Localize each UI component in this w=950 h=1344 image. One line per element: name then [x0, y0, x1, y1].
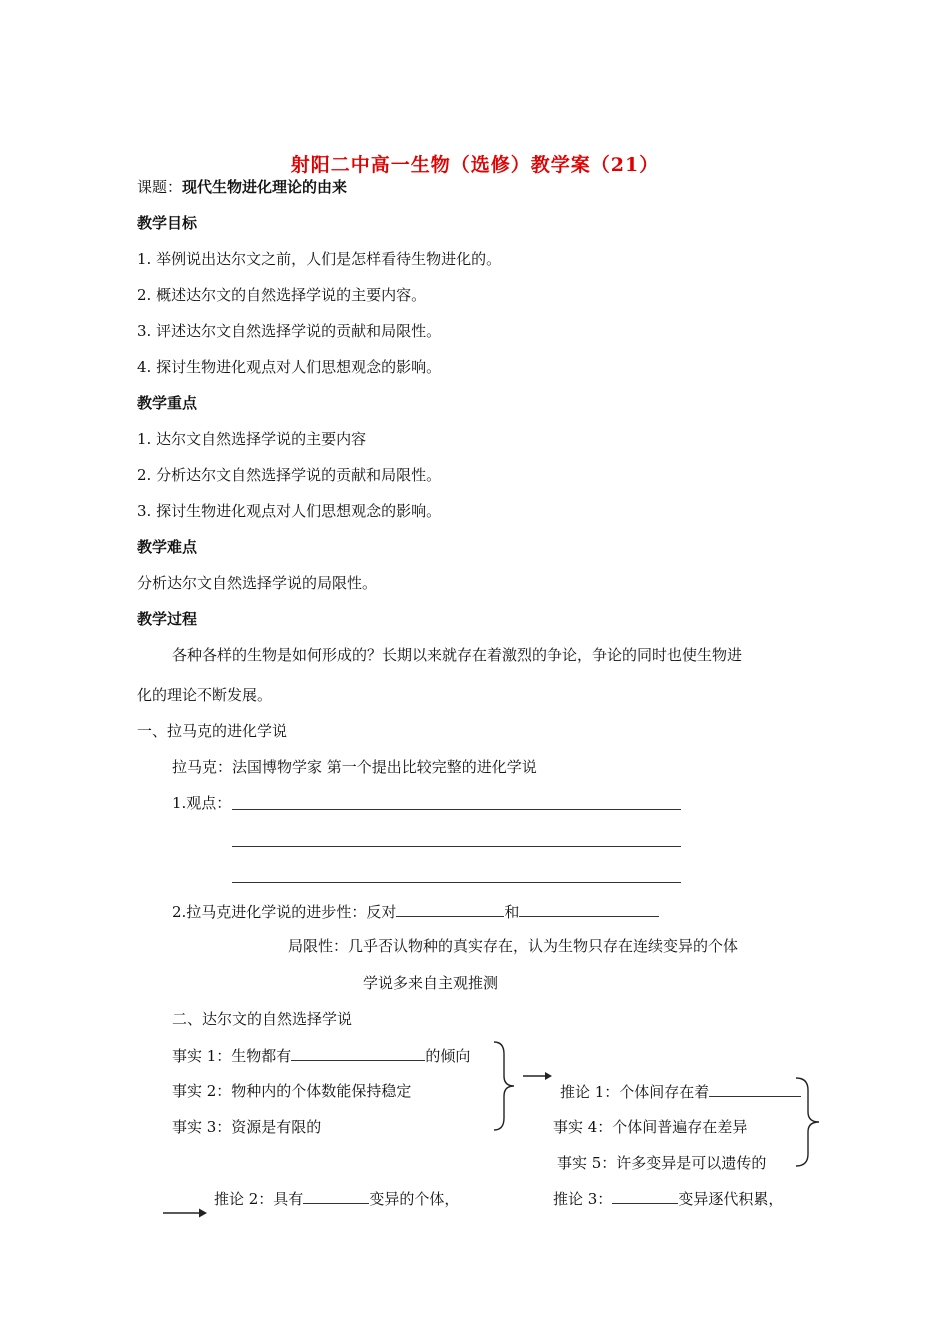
lesson-label: 课题：: [137, 178, 183, 196]
lamarck-progress-label: 2.拉马克进化学说的进步性：反对: [172, 903, 397, 921]
process-heading: 教学过程: [137, 610, 198, 628]
arrow-right-icon: [523, 1070, 553, 1082]
lamarck-desc: 拉马克：法国博物学家 第一个提出比较完整的进化学说: [172, 758, 537, 776]
difficulty-text: 分析达尔文自然选择学说的局限性。: [137, 574, 378, 592]
lamarck-limit-line1: 局限性：几乎否认物种的真实存在，认为生物只存在连续变异的个体: [288, 937, 739, 955]
answer-blank-line: [232, 809, 681, 810]
lamarck-view-label: 1.观点：: [172, 794, 232, 812]
fact-4: 事实 4：个体间普遍存在差异: [553, 1118, 748, 1136]
answer-blank: [519, 902, 659, 917]
arrow-right-icon: [163, 1206, 209, 1220]
difficulty-heading: 教学难点: [137, 538, 198, 556]
key-points-heading: 教学重点: [137, 394, 198, 412]
objective-item: 3. 评述达尔文自然选择学说的贡献和局限性。: [137, 322, 442, 340]
right-brace-icon: [792, 1076, 824, 1168]
objective-item: 2. 概述达尔文的自然选择学说的主要内容。: [137, 286, 427, 304]
key-point-item: 1. 达尔文自然选择学说的主要内容: [137, 430, 367, 448]
inference-3-suffix: 变异逐代积累，: [678, 1190, 784, 1208]
answer-blank-line: [232, 882, 681, 883]
inference-2-text: 推论 2：具有: [214, 1190, 304, 1208]
fact-2: 事实 2：物种内的个体数能保持稳定: [172, 1082, 412, 1100]
right-brace-icon: [490, 1040, 520, 1132]
lamarck-heading: 一、拉马克的进化学说: [137, 722, 288, 740]
inference-3-text: 推论 3：: [553, 1190, 613, 1208]
answer-blank: [303, 1189, 369, 1204]
answer-blank: [291, 1046, 425, 1061]
answer-blank: [612, 1189, 678, 1204]
key-point-item: 2. 分析达尔文自然选择学说的贡献和局限性。: [137, 466, 442, 484]
inference-2-suffix: 变异的个体，: [369, 1190, 460, 1208]
inference-1-text: 推论 1：个体间存在着: [560, 1083, 710, 1101]
inference-2: [214, 1189, 459, 1208]
inference-3: [553, 1189, 783, 1208]
lamarck-progress-line: [172, 902, 659, 921]
lesson-line: [137, 178, 347, 196]
conjunction-text: 和: [504, 903, 520, 921]
process-intro-line1: 各种各样的生物是如何形成的？长期以来就存在着激烈的争论，争论的同时也使生物进: [172, 646, 743, 664]
fact-5: 事实 5：许多变异是可以遗传的: [557, 1154, 767, 1172]
answer-blank-line: [232, 846, 681, 847]
page-title: 射阳二中高一生物（选修）教学案（21）: [290, 154, 660, 176]
fact-1-text: 事实 1：生物都有: [172, 1047, 292, 1065]
fact-1-suffix: 的倾向: [425, 1047, 471, 1065]
key-point-item: 3. 探讨生物进化观点对人们思想观念的影响。: [137, 502, 442, 520]
process-intro-line2: 化的理论不断发展。: [137, 686, 273, 704]
fact-3: 事实 3：资源是有限的: [172, 1118, 322, 1136]
answer-blank: [709, 1082, 801, 1097]
lamarck-limit-line2: 学说多来自主观推测: [363, 974, 499, 992]
darwin-heading: 二、达尔文的自然选择学说: [172, 1010, 353, 1028]
objective-item: 1. 举例说出达尔文之前，人们是怎样看待生物进化的。: [137, 250, 502, 268]
objectives-heading: 教学目标: [137, 214, 198, 232]
objective-item: 4. 探讨生物进化观点对人们思想观念的影响。: [137, 358, 442, 376]
fact-1: [172, 1046, 470, 1065]
lesson-topic: 现代生物进化理论的由来: [182, 178, 348, 196]
inference-1: [560, 1082, 801, 1101]
answer-blank: [396, 902, 504, 917]
